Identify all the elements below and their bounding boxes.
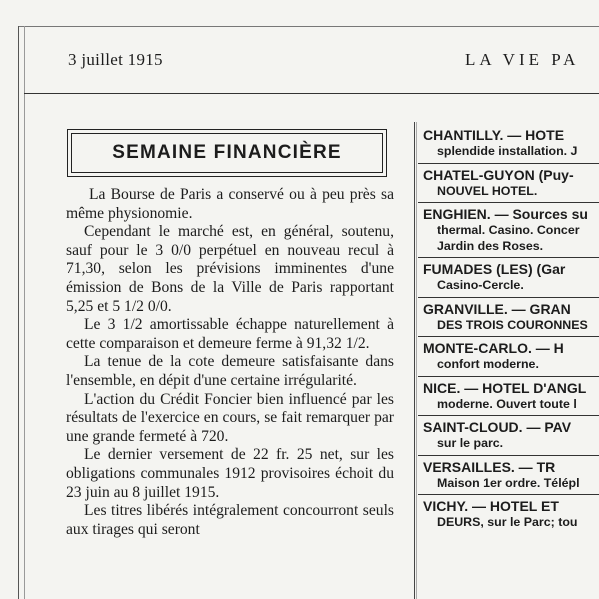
listing-entry: [418, 124, 599, 164]
listing-detail: splendide installation. J: [437, 144, 578, 158]
listing-entry: [418, 164, 599, 204]
listing-detail: moderne. Ouvert toute l: [437, 396, 577, 411]
listing-detail: thermal. Casino. Concer: [437, 223, 580, 237]
page-frame-top: [18, 26, 599, 27]
article-paragraph: Les titres libérés intégralement concourront seuls aux tirages qui seront: [66, 502, 394, 538]
listing-detail: Casino-Cercle.: [437, 278, 524, 292]
listing-heading: FUMADES (LES) (Gar: [423, 261, 566, 277]
article-paragraph: L'action du Crédit Foncier bien influencé par les résultats de l'exercice en cours, se fait remarquer par une grande fermeté à 720.: [66, 390, 394, 445]
listing-heading: CHANTILLY. — HOTE: [423, 127, 565, 143]
listing-entry: [418, 416, 599, 456]
listing-entry: [418, 456, 599, 496]
listing-entry: [418, 298, 599, 338]
listing-detail: NOUVEL HOTEL.: [437, 183, 538, 198]
listing-detail: DEURS, sur le Parc; tou: [437, 515, 578, 529]
article-paragraph: Le dernier versement de 22 fr. 25 net, sur les obligations communales 1912 provisoires échoit du 23 juin au 8 juillet 1915.: [66, 446, 394, 501]
listing-entry: [418, 377, 599, 417]
listing-heading: VICHY. — HOTEL ET: [423, 498, 559, 514]
listing-detail: Maison 1er ordre. Télépl: [437, 475, 580, 490]
page-frame-left-inner: [24, 26, 25, 599]
listing-entry: [418, 495, 599, 534]
listing-entry: [418, 258, 599, 298]
column-rule: [414, 122, 415, 599]
listing-detail: sur le parc.: [437, 436, 504, 450]
section-title: SEMAINE FINANCIÈRE: [112, 142, 342, 163]
issue-date: 3 juillet 1915: [68, 50, 163, 69]
hotel-listings: [418, 124, 599, 534]
magazine-title: LA VIE PA: [465, 50, 580, 69]
section-title-box: [67, 129, 387, 177]
listing-heading: SAINT-CLOUD. — PAV: [423, 419, 572, 435]
listing-entry: [418, 203, 599, 258]
article-paragraph: Cependant le marché est, en général, soutenu, sauf pour le 3 0/0 perpétuel en nouveau recul à 71,30, selon les prévisions imminentes d'une émission de Bons de la Ville de Paris rapportant 5,25 et 5 1/2 0/0.: [66, 223, 394, 315]
page-frame-left: [18, 26, 19, 599]
listing-detail: confort moderne.: [437, 357, 539, 371]
listing-detail: Jardin des Roses.: [437, 238, 544, 253]
article-paragraph: La Bourse de Paris a conservé ou à peu près sa même physionomie.: [66, 186, 394, 222]
article-body: [66, 186, 394, 539]
listing-entry: [418, 337, 599, 377]
column-rule-inner: [416, 122, 417, 599]
header-rule: [24, 93, 599, 94]
listing-heading: CHATEL-GUYON (Puy-: [423, 166, 574, 183]
listing-heading: NICE. — HOTEL D'ANGL: [423, 379, 587, 396]
article-paragraph: La tenue de la cote demeure satisfaisante dans l'ensemble, en dépit d'une certaine irrégularité.: [66, 353, 394, 389]
listing-detail: DES TROIS COURONNES: [437, 317, 588, 332]
listing-heading: ENGHIEN. — Sources su: [423, 206, 588, 222]
listing-heading: GRANVILLE. — GRAN: [423, 300, 571, 317]
listing-heading: MONTE-CARLO. — H: [423, 340, 564, 356]
listing-heading: VERSAILLES. — TR: [423, 458, 556, 475]
article-paragraph: Le 3 1/2 amortissable échappe naturellement à cette comparaison et demeure ferme à 91,32 1/2.: [66, 316, 394, 352]
